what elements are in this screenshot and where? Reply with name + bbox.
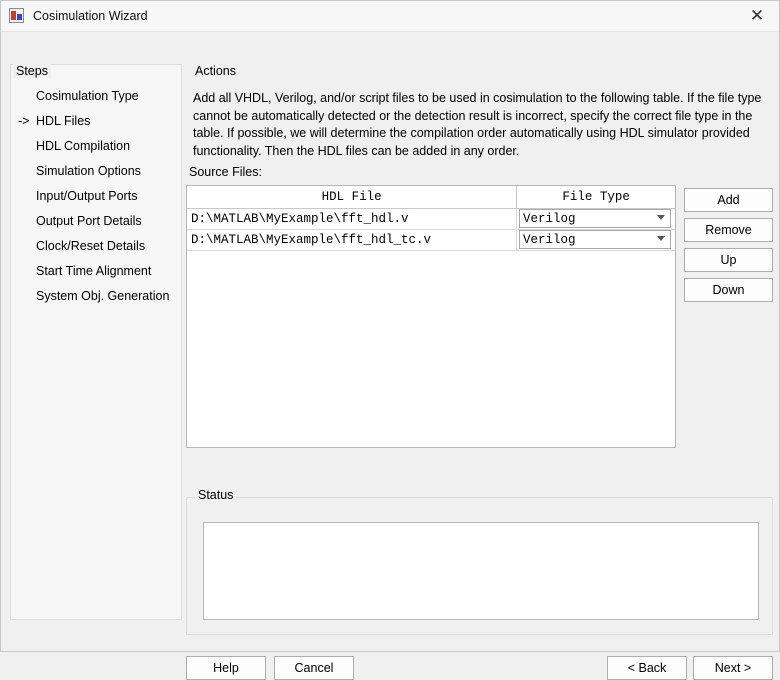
remove-button[interactable]: Remove <box>684 218 773 242</box>
sidebar-item-clock-reset-details[interactable] <box>10 234 182 259</box>
chevron-down-icon <box>657 215 665 220</box>
chevron-down-icon <box>657 236 665 241</box>
down-button[interactable]: Down <box>684 278 773 302</box>
table-header-row <box>187 186 675 209</box>
title-bar <box>1 1 779 32</box>
back-button[interactable]: < Back <box>607 656 687 680</box>
cell-file-type <box>517 230 675 250</box>
file-type-value: Verilog <box>523 212 576 226</box>
actions-description: Add all VHDL, Verilog, and/or script files to be used in cosimulation to the following table. If the file type cannot be automatically detected or the detection result is incorrect, specify the correct file type in the table. If possible, we will determine the compilation order automatically using HDL simulator provided functionality. Then the HDL files can be added in any order. <box>193 91 762 158</box>
sidebar-item-label: Clock/Reset Details <box>36 239 146 253</box>
sidebar-item-input-output-ports[interactable] <box>10 184 182 209</box>
cell-file-type <box>517 209 675 229</box>
sidebar-item-cosimulation-type[interactable] <box>10 84 182 109</box>
status-group-label: Status <box>195 488 236 502</box>
sidebar-item-label: System Obj. Generation <box>36 289 170 303</box>
sidebar-item-start-time-alignment[interactable] <box>10 259 182 284</box>
steps-group-label: Steps <box>13 64 51 78</box>
sidebar-item-label: HDL Compilation <box>36 139 131 153</box>
sidebar-item-label: Start Time Alignment <box>36 264 152 278</box>
source-files-label: Source Files: <box>189 165 262 179</box>
sidebar-item-label: Input/Output Ports <box>36 189 138 203</box>
sidebar-item-hdl-files[interactable] <box>10 109 182 134</box>
up-button[interactable]: Up <box>684 248 773 272</box>
sidebar-item-hdl-compilation[interactable] <box>10 134 182 159</box>
sidebar-item-output-port-details[interactable] <box>10 209 182 234</box>
window-title: Cosimulation Wizard <box>33 9 148 23</box>
table-row[interactable] <box>187 209 675 230</box>
actions-group-label: Actions <box>195 64 236 78</box>
file-type-value: Verilog <box>523 233 576 247</box>
file-type-select[interactable] <box>519 209 671 228</box>
sidebar-item-simulation-options[interactable] <box>10 159 182 184</box>
help-button[interactable]: Help <box>186 656 266 680</box>
current-step-marker: -> <box>18 114 30 128</box>
cancel-button[interactable]: Cancel <box>274 656 354 680</box>
sidebar-item-label: Simulation Options <box>36 164 141 178</box>
sidebar-item-label: Cosimulation Type <box>36 89 139 103</box>
column-header-hdl-file[interactable]: HDL File <box>187 186 517 208</box>
column-header-file-type[interactable]: File Type <box>562 190 630 204</box>
status-text-area[interactable] <box>203 522 759 620</box>
sidebar-item-label: Output Port Details <box>36 214 142 228</box>
matlab-app-icon <box>9 8 25 24</box>
add-button[interactable]: Add <box>684 188 773 212</box>
cell-hdl-file[interactable]: D:\MATLAB\MyExample\fft_hdl_tc.v <box>187 230 517 250</box>
sidebar-item-system-obj-generation[interactable] <box>10 284 182 309</box>
steps-list <box>10 84 182 309</box>
source-files-table[interactable] <box>186 185 676 448</box>
window-content <box>1 32 779 675</box>
cell-hdl-file[interactable]: D:\MATLAB\MyExample\fft_hdl.v <box>187 209 517 229</box>
table-row[interactable] <box>187 230 675 251</box>
file-type-select[interactable] <box>519 230 671 249</box>
sidebar-item-label: HDL Files <box>36 114 91 128</box>
close-icon[interactable]: ✕ <box>749 5 765 26</box>
next-button[interactable]: Next > <box>693 656 773 680</box>
